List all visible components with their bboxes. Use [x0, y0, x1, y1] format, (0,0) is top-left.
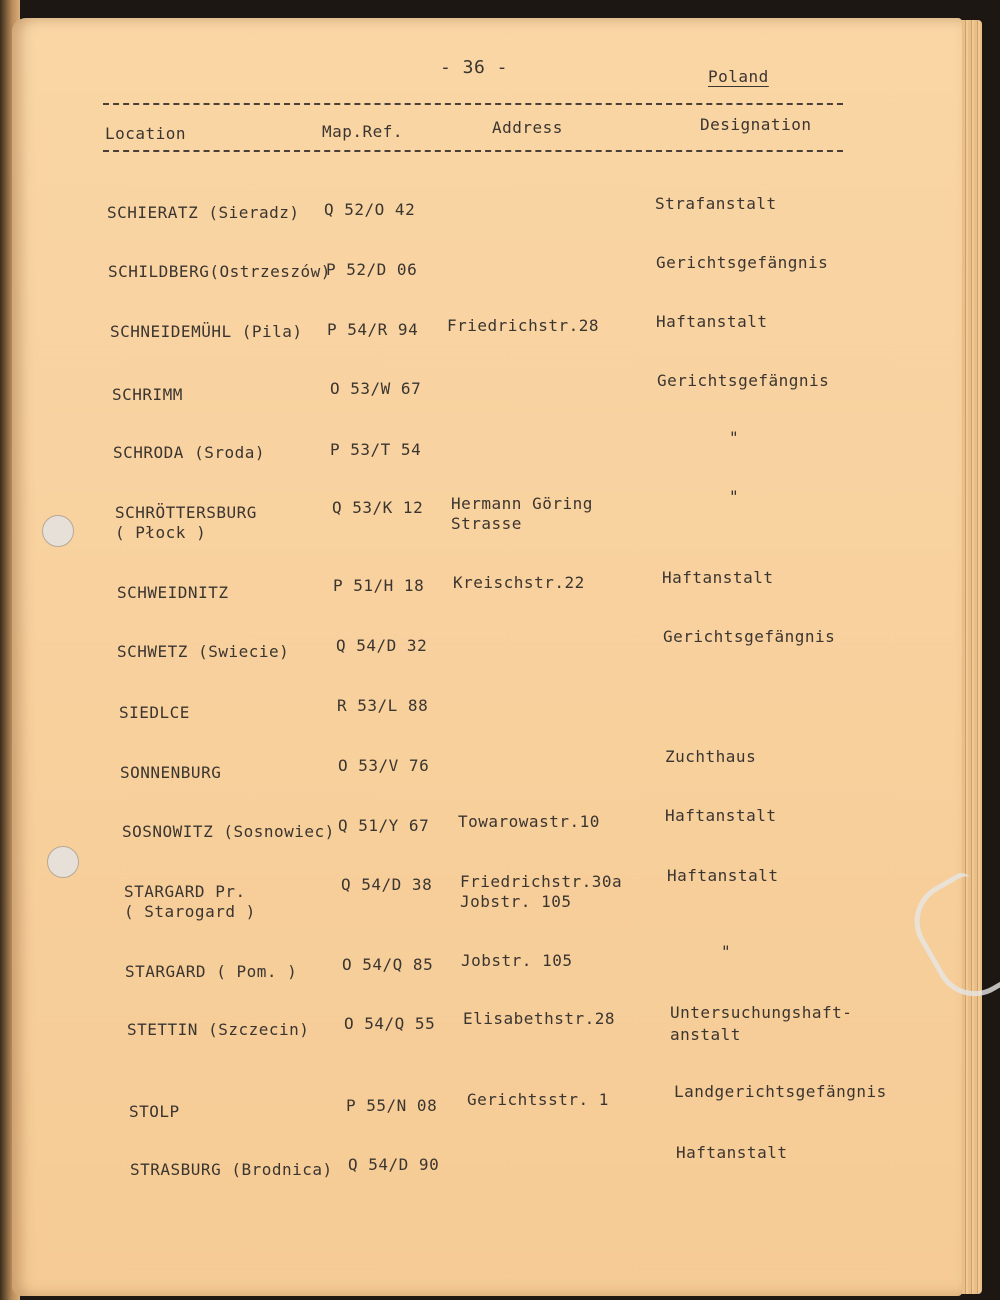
column-header-map-ref: Map.Ref.	[322, 122, 404, 141]
row-map-ref: O 53/W 67	[330, 379, 422, 398]
row-designation: Strafanstalt	[655, 194, 777, 213]
row-location: STARGARD ( Pom. )	[125, 962, 298, 981]
row-designation: "	[729, 487, 740, 506]
row-designation: Gerichtsgefängnis	[663, 627, 836, 646]
page-number: - 36 -	[440, 57, 509, 78]
row-designation: Haftanstalt	[676, 1143, 788, 1162]
row-map-ref: O 54/Q 55	[344, 1014, 436, 1033]
header-rule-top	[103, 103, 843, 105]
row-location: STARGARD Pr.	[124, 882, 246, 901]
row-location: SCHRIMM	[112, 385, 183, 404]
row-map-ref: P 51/H 18	[333, 576, 425, 595]
row-address-line2: Strasse	[451, 514, 522, 533]
row-location: SCHIERATZ (Sieradz)	[107, 203, 300, 222]
row-designation-line2: anstalt	[670, 1025, 741, 1044]
column-header-location: Location	[105, 124, 187, 143]
row-map-ref: Q 54/D 90	[348, 1155, 440, 1174]
row-designation: Untersuchungshaft-	[670, 1003, 853, 1022]
row-map-ref: R 53/L 88	[337, 696, 429, 715]
punch-hole	[42, 515, 74, 547]
row-designation: Haftanstalt	[656, 312, 768, 331]
row-address: Towarowastr.10	[458, 812, 600, 831]
row-map-ref: O 53/V 76	[338, 756, 430, 775]
row-map-ref: P 52/D 06	[326, 260, 418, 279]
row-address: Kreischstr.22	[453, 573, 585, 592]
row-address: Friedrichstr.28	[447, 316, 599, 335]
row-map-ref: Q 52/O 42	[324, 200, 416, 219]
row-designation: Haftanstalt	[665, 806, 777, 825]
row-location: SCHILDBERG(Ostrzeszów)	[108, 262, 331, 281]
row-designation: "	[721, 942, 732, 961]
column-header-address: Address	[492, 118, 563, 137]
row-map-ref: P 54/R 94	[327, 320, 419, 339]
row-map-ref: P 53/T 54	[330, 440, 422, 459]
row-designation: Gerichtsgefängnis	[657, 371, 830, 390]
row-location: STOLP	[129, 1102, 180, 1121]
row-map-ref: Q 51/Y 67	[338, 816, 430, 835]
row-location: SCHWETZ (Swiecie)	[117, 642, 290, 661]
row-address: Gerichtsstr. 1	[467, 1090, 609, 1109]
page-title: Poland	[708, 67, 769, 86]
row-designation: "	[729, 428, 740, 447]
row-address: Jobstr. 105	[461, 951, 573, 970]
row-map-ref: Q 54/D 38	[341, 875, 433, 894]
row-map-ref: P 55/N 08	[346, 1096, 438, 1115]
row-location-alt: ( Płock )	[115, 523, 207, 542]
row-address: Friedrichstr.30a	[460, 872, 623, 891]
row-address: Hermann Göring	[451, 494, 593, 513]
row-map-ref: Q 53/K 12	[332, 498, 424, 517]
row-location: SOSNOWITZ (Sosnowiec)	[122, 822, 335, 841]
row-location: SCHRÖTTERSBURG	[115, 503, 257, 522]
row-address: Elisabethstr.28	[463, 1009, 615, 1028]
row-location: SIEDLCE	[119, 703, 190, 722]
header-rule-bottom	[103, 150, 843, 152]
row-designation: Haftanstalt	[667, 866, 779, 885]
row-designation: Haftanstalt	[662, 568, 774, 587]
row-location: SCHNEIDEMÜHL (Pila)	[110, 322, 303, 341]
row-designation: Landgerichtsgefängnis	[674, 1082, 887, 1101]
punch-hole	[47, 846, 79, 878]
row-location: SCHRODA (Sroda)	[113, 443, 265, 462]
column-header-designation: Designation	[700, 115, 812, 134]
row-designation: Zuchthaus	[665, 747, 757, 766]
row-location: SCHWEIDNITZ	[117, 583, 229, 602]
row-designation: Gerichtsgefängnis	[656, 253, 829, 272]
row-location: STRASBURG (Brodnica)	[130, 1160, 333, 1179]
row-location-alt: ( Starogard )	[124, 902, 256, 921]
row-address-line2: Jobstr. 105	[460, 892, 572, 911]
row-location: SONNENBURG	[120, 763, 222, 782]
row-map-ref: O 54/Q 85	[342, 955, 434, 974]
row-location: STETTIN (Szczecin)	[127, 1020, 310, 1039]
row-map-ref: Q 54/D 32	[336, 636, 428, 655]
